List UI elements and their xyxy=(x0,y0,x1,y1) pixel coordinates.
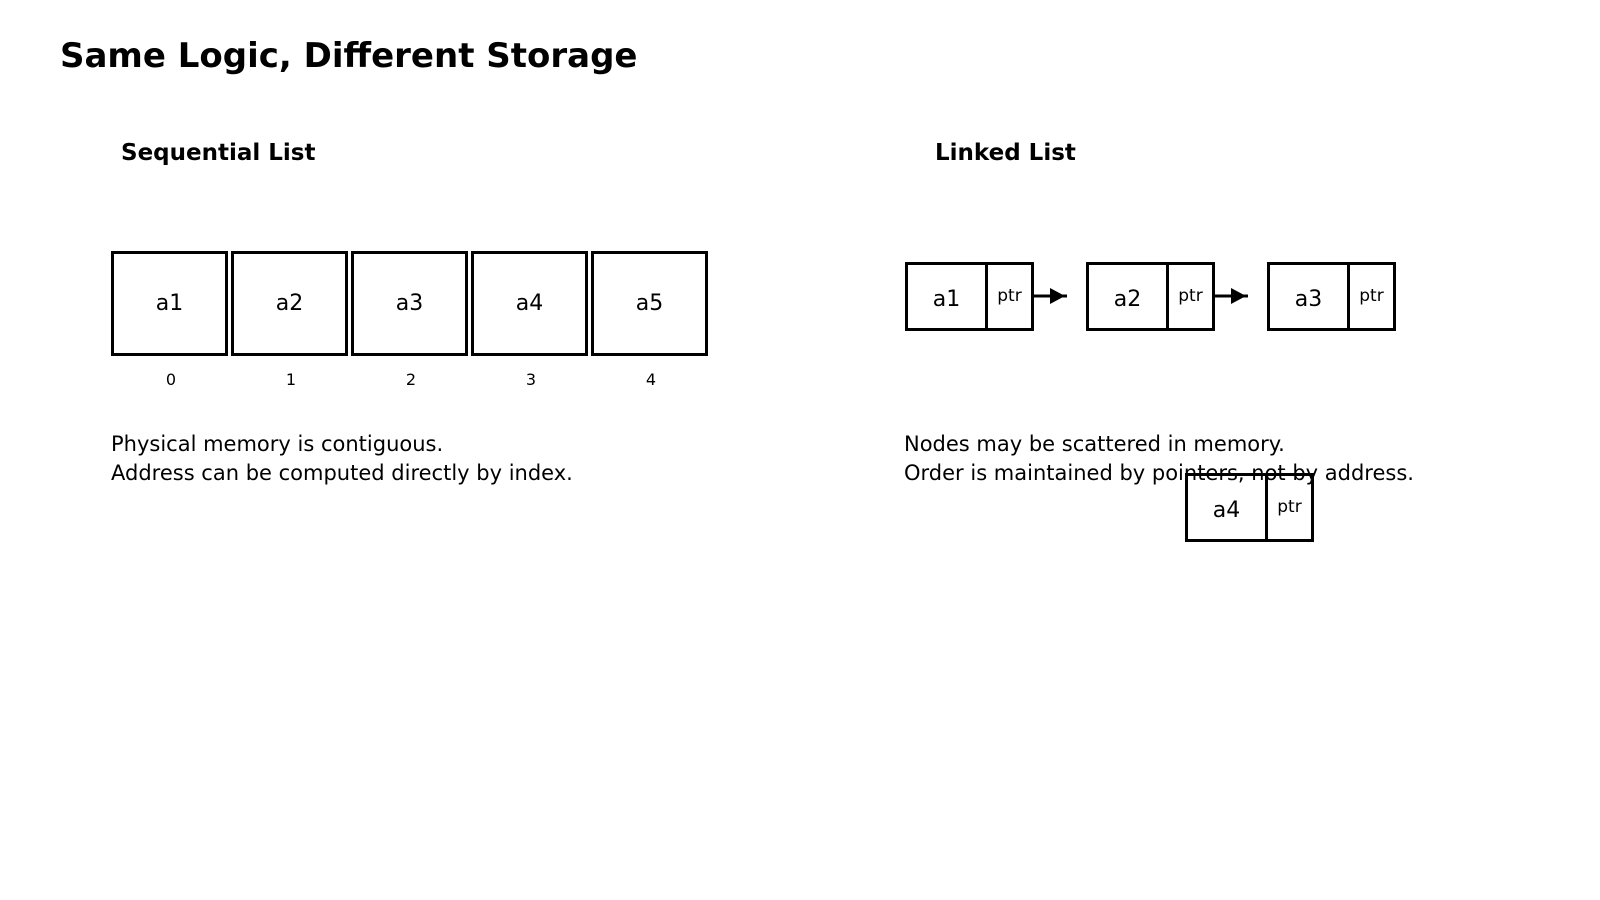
linked-list-heading: Linked List xyxy=(935,140,1076,166)
node-pointer: ptr xyxy=(1277,496,1302,517)
array-index: 1 xyxy=(285,370,297,389)
sequential-desc-line: Address can be computed directly by index. xyxy=(111,461,573,485)
pointer-arrow-icon xyxy=(1033,286,1069,306)
linked-node xyxy=(905,262,1034,331)
page-title: Same Logic, Different Storage xyxy=(60,36,638,76)
array-index-row xyxy=(111,370,711,389)
array-cell: a3 xyxy=(351,251,468,356)
node-value: a4 xyxy=(1188,476,1268,539)
array-index: 3 xyxy=(525,370,537,389)
node-pointer: ptr xyxy=(997,285,1022,306)
node-value: a1 xyxy=(908,265,988,328)
node-pointer: ptr xyxy=(1359,285,1384,306)
sequential-desc-line: Physical memory is contiguous. xyxy=(111,432,444,456)
linked-desc-line: Nodes may be scattered in memory. xyxy=(904,432,1285,456)
sequential-array xyxy=(111,251,708,356)
array-index: 4 xyxy=(645,370,657,389)
node-value: a3 xyxy=(1270,265,1350,328)
linked-node xyxy=(1086,262,1215,331)
array-cell: a5 xyxy=(591,251,708,356)
array-cell: a1 xyxy=(111,251,228,356)
array-index: 0 xyxy=(165,370,177,389)
sequential-list-heading: Sequential List xyxy=(121,140,316,166)
node-value: a2 xyxy=(1089,265,1169,328)
sequential-description xyxy=(111,430,573,488)
array-cell: a2 xyxy=(231,251,348,356)
array-index: 2 xyxy=(405,370,417,389)
node-pointer: ptr xyxy=(1178,285,1203,306)
linked-node xyxy=(1267,262,1396,331)
linked-desc-line: Order is maintained by pointers, not by address. xyxy=(904,461,1414,485)
linked-description xyxy=(904,430,1414,488)
array-cell: a4 xyxy=(471,251,588,356)
pointer-arrow-icon xyxy=(1214,286,1250,306)
linked-node xyxy=(1185,473,1314,542)
